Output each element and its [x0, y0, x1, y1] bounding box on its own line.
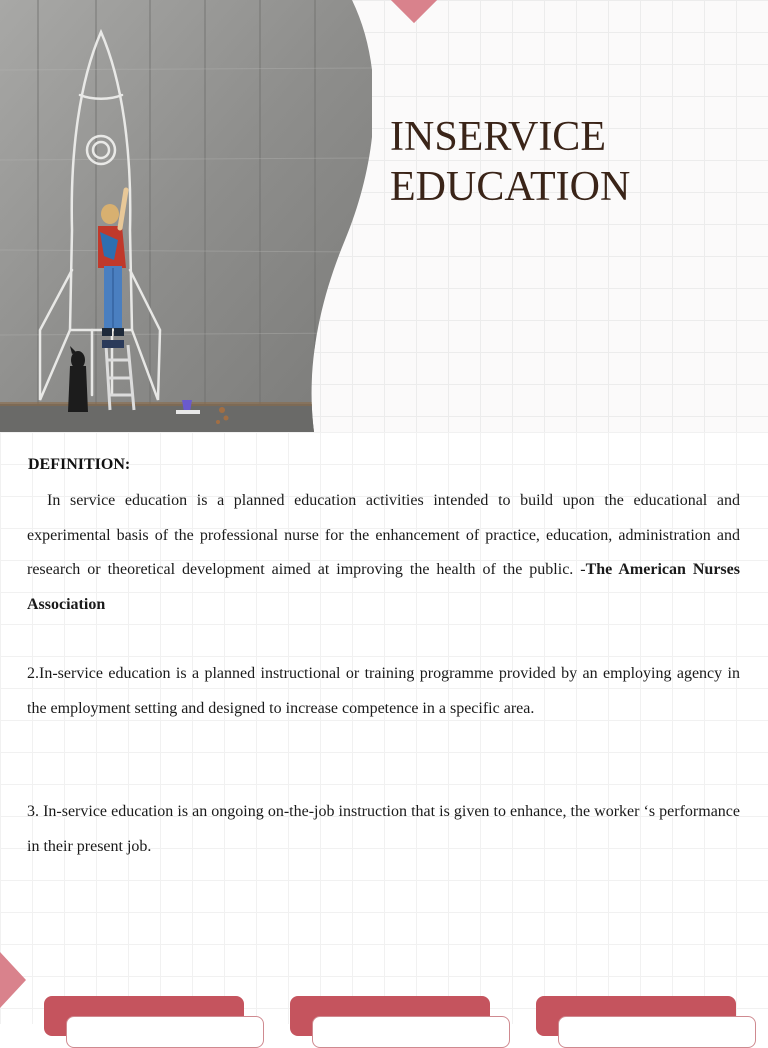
paragraph-1-text: In service education is a planned education activities intended to build upon the educational and experimental basis of the professional nurse for the enhancement of practice, education, administration and research or theoretical development aimed at improving the health of the public. -	[27, 492, 740, 578]
title-line-1: INSERVICE	[390, 114, 606, 160]
card-1-inner	[66, 1016, 264, 1048]
definition-paragraph-1	[27, 484, 740, 622]
definition-heading: DEFINITION:	[28, 456, 131, 473]
title-line-2: EDUCATION	[390, 164, 631, 210]
card-2-inner	[312, 1016, 510, 1048]
slide-title	[390, 112, 730, 212]
next-slide-card-2	[290, 996, 490, 1036]
decorative-triangle-shape	[0, 952, 26, 1008]
definition-paragraph-3: 3. In-service education is an ongoing on-the-job instruction that is given to enhance, the worker ‘s performance in their present job.	[27, 803, 740, 855]
paragraph-1-attribution: The American Nurses Association	[27, 561, 740, 613]
card-3-inner	[558, 1016, 756, 1048]
decorative-diamond-shape	[383, 0, 445, 23]
definition-paragraph-2: 2.In-service education is a planned instructional or training programme provided by an employing agency in the employment setting and designed to increase competence in a specific area.	[27, 665, 740, 717]
next-slide-card-1	[44, 996, 244, 1036]
next-slide-card-3	[536, 996, 736, 1036]
rocket-chalk-drawing-photo	[0, 0, 372, 432]
title-slide	[0, 0, 768, 432]
